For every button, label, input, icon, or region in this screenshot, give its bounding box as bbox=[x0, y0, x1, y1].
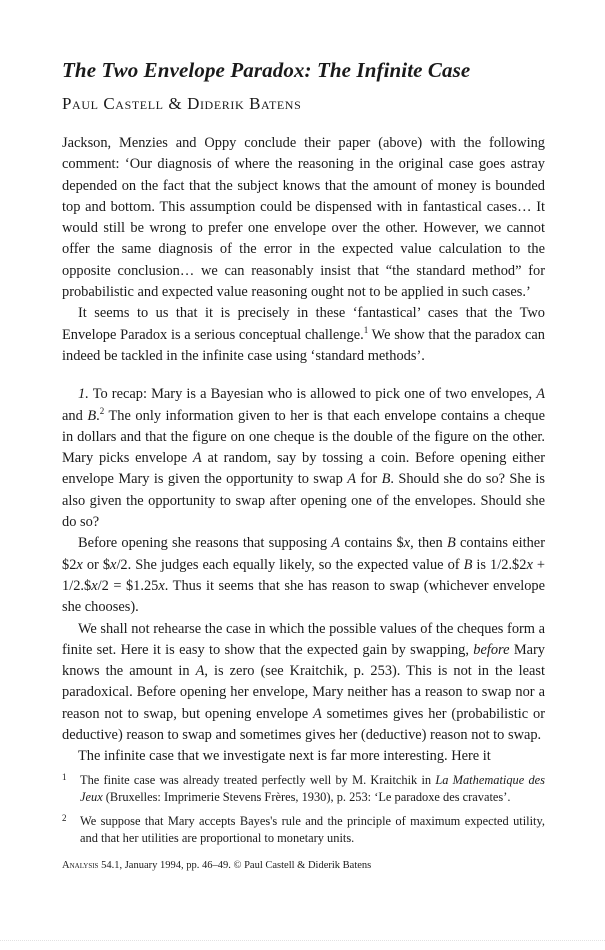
journal-name: Analysis bbox=[62, 860, 99, 872]
footnote-ref-2: 2 bbox=[99, 405, 105, 416]
intro-paragraph-1: Jackson, Menzies and Oppy conclude their paper (above) with the following comment: ‘Our diagnosis of where the reasoning in the original case goes astray depended on the fact that the subject knows that the amount of money is bounded top and bottom. This assumption could be dispensed with in fantastical cases… It would still be wrong to prefer one envelope over the other. However, we cannot offer the same diagnosis of the error in the expected value calculation to the opposite conclusion… we can reasonably insist that “the standard method” for probabilistic and expected value reasoning ought not to be applied in such cases.’ bbox=[62, 135, 545, 301]
section-1-paragraph-3: We shall not rehearse the case in which the possible values of the cheques form a finite set. Here it is easy to show that the expected gain by swapping, before Mary knows the amount in A, is zero (see Kraitchik, p. 253). This is not in the least paradoxical. Before opening her envelope, Mary neither has a reason to swap nor a reason not to swap, but opening envelope A sometimes gives her (probabilistic or deductive) reason to swap and sometimes gives her (deductive) reason not to swap. bbox=[62, 620, 545, 744]
article-authors: Paul Castell & Diderik Batens bbox=[62, 94, 302, 113]
footnote-2: 2 We suppose that Mary accepts Bayes's rule and the principle of maximum expected utility, and that her utilities are proportional to monetary units. bbox=[62, 813, 545, 847]
section-number: 1. bbox=[78, 386, 89, 403]
footnote-1-mark: 1 bbox=[62, 771, 67, 782]
section-gap bbox=[62, 367, 545, 384]
page-footer bbox=[62, 855, 545, 876]
section-1-paragraph-1: 1. To recap: Mary is a Bayesian who is allowed to pick one of two envelopes, A and B.$^2$ The only information given to her is that each envelope contains a cheque in dollars and that the figure on one cheque is the double of the figure on the other. Mary picks envelope A at random, say by tossing a coin. Before opening either envelope Mary is given the opportunity to swap A for B. Should she do so? She is also given the opportunity to swap after opening one of the envelopes. Should she do so? bbox=[62, 386, 546, 531]
article-title: The Two Envelope Paradox: The Infinite Case bbox=[62, 58, 471, 82]
article-body bbox=[62, 133, 545, 877]
footnote-ref-1: 1 bbox=[363, 324, 369, 335]
footnote-2-mark: 2 bbox=[62, 813, 67, 824]
section-1-paragraph-4: The infinite case that we investigate next is far more interesting. Here it bbox=[78, 748, 491, 765]
intro-paragraph-2: It seems to us that it is precisely in these ‘fantastical’ cases that the Two Envelope Paradox is a serious conceptual challenge.$^1$ We show that the paradox can indeed be tackled in the infinite case using ‘standard methods’. bbox=[62, 305, 545, 364]
citation-details: 54.1, January 1994, pp. 46–49. © Paul Castell & Diderik Batens bbox=[98, 860, 372, 872]
section-1-paragraph-2: Before opening she reasons that supposing A contains $x, then B contains either $2x or $x/2. She judges each equally likely, so the expected value of B is 1/2.$2x + 1/2.$x/2 = $1.25x. Thus it seems that she has reason to swap (whichever envelope she chooses). bbox=[62, 535, 546, 616]
footnote-1: 1 The finite case was already treated perfectly well by M. Kraitchik in La Mathematique des Jeux (Bruxelles: Imprimerie Stevens Frères, 1930), p. 253: ‘Le paradoxe des cravates’. bbox=[62, 772, 545, 806]
page-bottom-edge bbox=[0, 940, 605, 941]
